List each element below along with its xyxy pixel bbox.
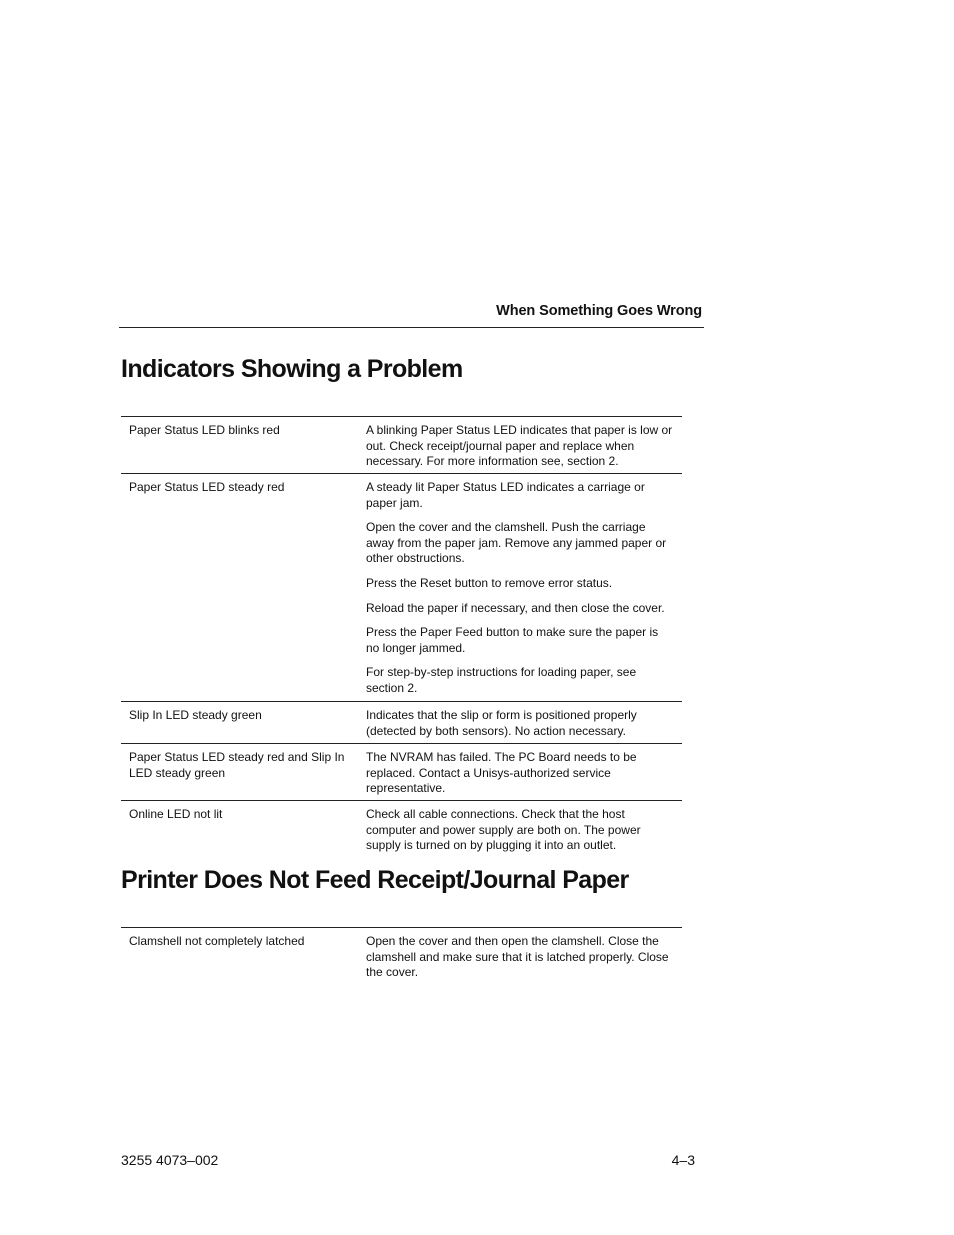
solution-text: The NVRAM has failed. The PC Board needs to be replaced. Contact a Unisys-authorized service representative. [366,750,637,796]
problem-cell: Online LED not lit [129,807,223,821]
problem-cell: Paper Status LED steady red [129,480,285,494]
table-row [121,744,682,801]
solution-text: Open the cover and then open the clamshell. Close the clamshell and make sure that it is latched properly. Close the cover. [366,934,669,980]
solution-text: A blinking Paper Status LED indicates that paper is low or out. Check receipt/journal paper and replace when necessary. For more information see, section 2. [366,423,673,469]
solution-text: Press the Paper Feed button to make sure the paper is no longer jammed. [366,625,659,655]
table-row [121,702,682,744]
running-header [119,303,704,328]
problem-cell: Clamshell not completely latched [129,934,305,948]
problem-cell: Paper Status LED blinks red [129,423,280,437]
indicators-table [121,416,682,857]
solution-cell [358,928,682,984]
solution-text: Reload the paper if necessary, and then close the cover. [366,600,665,615]
table-row [121,928,682,984]
solution-text: Open the cover and the clamshell. Push the carriage away from the paper jam. Remove any jammed paper or other obstructions. [366,520,667,566]
solution-text: Check all cable connections. Check that the host computer and power supply are both on. The power supply is turned on by plugging it into an outlet. [366,807,641,853]
solution-cell [358,801,682,857]
solution-cell [358,744,682,801]
footer-doc-number: 3255 4073–002 [121,1152,219,1168]
solution-cell [358,474,682,702]
solution-text: For step-by-step instructions for loading paper, see section 2. [366,665,637,695]
table-row [121,417,682,474]
running-header-title: When Something Goes Wrong [496,303,702,319]
table-row [121,474,682,702]
solution-text: Press the Reset button to remove error status. [366,575,613,590]
section-title-indicators: Indicators Showing a Problem [121,355,463,383]
solution-cell [358,417,682,474]
table-row [121,801,682,857]
solution-text: Indicates that the slip or form is positioned properly (detected by both sensors). No action necessary. [366,708,637,738]
solution-text: A steady lit Paper Status LED indicates a carriage or paper jam. [366,480,645,510]
problem-cell: Paper Status LED steady red and Slip In LED steady green [129,750,345,780]
section-title-printer-feed: Printer Does Not Feed Receipt/Journal Paper [121,866,629,894]
solution-cell [358,702,682,744]
problem-cell: Slip In LED steady green [129,708,262,722]
footer-page-number: 4–3 [671,1152,695,1168]
printer-feed-table [121,927,682,984]
